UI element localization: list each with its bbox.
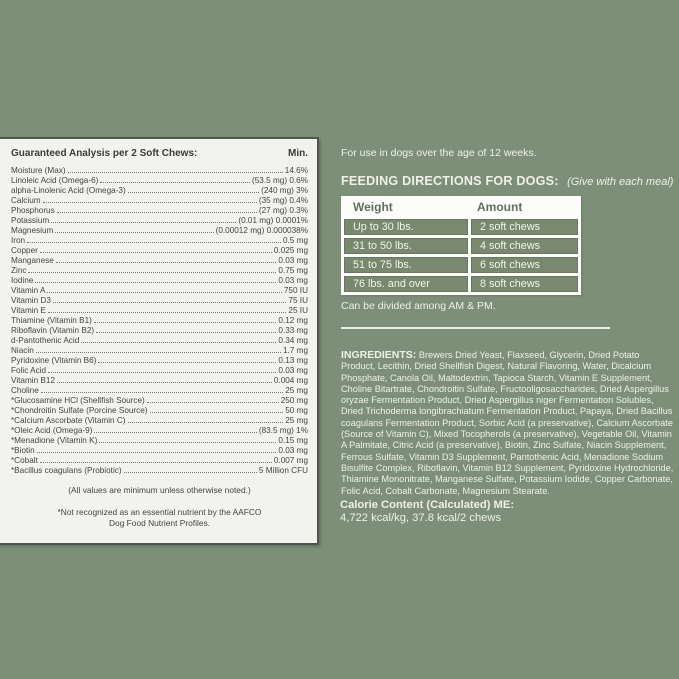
nutrient-label: Copper [11, 246, 38, 255]
analysis-row [11, 185, 308, 195]
feeding-directions-heading [341, 172, 673, 190]
dot-leader [36, 352, 281, 353]
calorie-value: 4,722 kcal/kg, 37.8 kcal/2 chews [340, 512, 502, 524]
feeding-row [344, 257, 578, 273]
analysis-row [11, 195, 308, 205]
feeding-directions-title: FEEDING DIRECTIONS FOR DOGS: [341, 174, 559, 188]
dot-leader [124, 472, 257, 473]
dot-leader [57, 212, 257, 213]
nutrient-value: 75 IU [288, 296, 308, 305]
aafco-note-line2: Dog Food Nutrient Profiles. [108, 518, 210, 528]
ingredients-label: INGREDIENTS: [341, 349, 417, 361]
nutrient-label: Pyridoxine (Vitamin B6) [11, 356, 97, 365]
nutrient-label: *Glucosamine HCl (Shellfish Source) [11, 396, 145, 405]
nutrient-label: Choline [11, 386, 39, 395]
nutrient-label: Riboflavin (Vitamin B2) [11, 326, 95, 335]
nutrient-label: *Calcium Ascorbate (Vitamin C) [11, 416, 126, 425]
analysis-row [11, 295, 308, 305]
analysis-row [11, 205, 308, 215]
weight-cell: 76 lbs. and over [344, 276, 468, 292]
analysis-row [11, 225, 308, 235]
nutrient-label: Thiamine (Vitamin B1) [11, 316, 92, 325]
nutrient-value: 0.33 mg [278, 326, 308, 335]
dot-leader [27, 242, 281, 243]
nutrient-label: Folic Acid [11, 366, 47, 375]
dot-leader [35, 282, 276, 283]
dot-leader [98, 362, 276, 363]
analysis-row [11, 305, 308, 315]
analysis-row [11, 235, 308, 245]
analysis-title: Guaranteed Analysis per 2 Soft Chews: [11, 148, 198, 159]
feeding-table-header [344, 198, 578, 216]
analysis-row [11, 435, 308, 445]
dot-leader [96, 332, 276, 333]
calorie-title: Calorie Content (Calculated) ME: [340, 499, 515, 511]
nutrient-label: *Cobalt [11, 456, 38, 465]
nutrient-value: (35 mg) 0.4% [258, 196, 308, 205]
analysis-row [11, 415, 308, 425]
calorie-content [340, 499, 514, 525]
aafco-note-line1: *Not recognized as an essential nutrient by the AAFCO [57, 507, 262, 517]
nutrient-label: Calcium [11, 196, 41, 205]
nutrient-label: Vitamin A [11, 286, 46, 295]
usage-note: For use in dogs over the age of 12 weeks. [341, 147, 537, 159]
nutrient-label: *Chondroitin Sulfate (Porcine Source) [11, 406, 148, 415]
dot-leader [128, 422, 284, 423]
nutrient-value: 0.12 mg [278, 316, 308, 325]
nutrient-label: d-Pantothenic Acid [11, 336, 80, 345]
nutrient-value: 25 mg [285, 416, 308, 425]
nutrient-value: 1.7 mg [282, 346, 308, 355]
nutrient-label: *Biotin [11, 446, 35, 455]
ingredients-paragraph [341, 350, 676, 497]
feeding-directions-subtitle: (Give with each meal) [567, 176, 674, 188]
feeding-row [344, 219, 578, 235]
dot-leader [28, 272, 276, 273]
analysis-row [11, 325, 308, 335]
analysis-row [11, 175, 308, 185]
amount-cell: 4 soft chews [471, 238, 578, 254]
dot-leader [41, 392, 283, 393]
nutrient-value: 0.025 mg [273, 246, 308, 255]
analysis-rows [11, 165, 308, 475]
dot-leader [57, 382, 272, 383]
analysis-row [11, 395, 308, 405]
analysis-row [11, 245, 308, 255]
nutrient-value: (0.01 mg) 0.0001% [238, 216, 308, 225]
analysis-header [11, 148, 308, 159]
analysis-row [11, 215, 308, 225]
analysis-row [11, 355, 308, 365]
dot-leader [94, 432, 256, 433]
analysis-row [11, 285, 308, 295]
nutrient-label: Vitamin D3 [11, 296, 51, 305]
minimum-values-note: (All values are minimum unless otherwise noted.) [68, 485, 251, 495]
feeding-table [341, 196, 581, 295]
nutrient-label: Niacin [11, 346, 34, 355]
nutrient-value: 0.03 mg [278, 256, 308, 265]
guaranteed-analysis-panel [0, 137, 319, 545]
dot-leader [48, 372, 276, 373]
nutrient-value: 0.03 mg [278, 366, 308, 375]
analysis-row [11, 405, 308, 415]
nutrient-value: 25 mg [285, 386, 308, 395]
nutrient-value: 0.03 mg [278, 446, 308, 455]
analysis-row [11, 385, 308, 395]
nutrient-value: 0.15 mg [278, 436, 308, 445]
dot-leader [55, 232, 213, 233]
dot-leader [47, 292, 281, 293]
analysis-row [11, 335, 308, 345]
ingredients-text: Brewers Dried Yeast, Flaxseed, Glycerin, Dried Potato Product, Lecithin, Dried Shellfish Digest, Natural Flavoring, Water, Dicalcium Phosphate, Canola Oil, Maltodextrin, Tapioca Starch, Vitamin E Supplement, Choline Bitartrate, Chondroitin Sulfate, Fructooligosaccharides, Dried Aspergillus oryzae Fermentation Product, Dried Aspergillus niger Fermentation Solubles, Dried Trichoderma longibrachiatum Fermentation Product, Papaya, Dried Bacillus coagulans Fermentation Product, Sorbic Acid (a preservative), Calcium Ascorbate (Source of Vitamin C), Mixed Tocopherols (a preservative), Vegetable Oil, Vitamin A Palmitate, Citric Acid (a preservative), Biotin, Zinc Sulfate, Niacin Supplement, Ferrous Sulfate, Vitamin D3 Supplement, Pantothenic Acid, Menadione Sodium Bisulfite Complex, Riboflavin, Vitamin B12 Supplement, Pyridoxine Hydrochloride, Thiamine Mononitrate, Manganese Sulfate, Potassium Iodide, Copper Carbonate, Folic Acid, Cobalt Carbonate, Magnesium Stearate. [341, 350, 674, 496]
dot-leader [40, 252, 272, 253]
nutrient-value: 0.03 mg [278, 276, 308, 285]
nutrient-value: (0.00012 mg) 0.000038% [215, 226, 308, 235]
nutrient-value: 5 Million CFU [258, 466, 308, 475]
nutrient-value: 0.5 mg [282, 236, 308, 245]
nutrient-value: 0.13 mg [278, 356, 308, 365]
nutrient-value: 0.007 mg [273, 456, 308, 465]
nutrient-value: 0.34 mg [278, 336, 308, 345]
analysis-row [11, 265, 308, 275]
dot-leader [56, 262, 277, 263]
nutrient-label: *Oleic Acid (Omega-9) [11, 426, 93, 435]
nutrient-value: 750 IU [283, 286, 308, 295]
analysis-row [11, 345, 308, 355]
analysis-row [11, 465, 308, 475]
dot-leader [68, 172, 283, 173]
analysis-row [11, 255, 308, 265]
nutrient-value: (240 mg) 3% [261, 186, 308, 195]
nutrient-label: Linoleic Acid (Omega-6) [11, 176, 99, 185]
analysis-row [11, 365, 308, 375]
nutrient-label: Iodine [11, 276, 34, 285]
nutrient-value: (27 mg) 0.3% [258, 206, 308, 215]
nutrient-label: Potassium [11, 216, 50, 225]
dot-leader [128, 192, 259, 193]
nutrient-label: Vitamin E [11, 306, 46, 315]
dot-leader [51, 222, 236, 223]
weight-cell: Up to 30 lbs. [344, 219, 468, 235]
weight-column-header: Weight [353, 200, 393, 214]
amount-cell: 8 soft chews [471, 276, 578, 292]
dot-leader [100, 182, 250, 183]
amount-cell: 6 soft chews [471, 257, 578, 273]
dot-leader [94, 322, 277, 323]
analysis-row [11, 425, 308, 435]
dot-leader [48, 312, 287, 313]
analysis-row [11, 445, 308, 455]
nutrient-label: Phosphorus [11, 206, 55, 215]
nutrient-label: Magnesium [11, 226, 54, 235]
nutrient-value: 14.6% [284, 166, 308, 175]
dot-leader [150, 412, 284, 413]
analysis-row [11, 165, 308, 175]
feeding-row [344, 276, 578, 292]
nutrient-label: *Menadione (Vitamin K) [11, 436, 98, 445]
nutrient-label: Moisture (Max) [11, 166, 66, 175]
min-column-label: Min. [288, 148, 308, 159]
dot-leader [147, 402, 279, 403]
dot-leader [43, 202, 257, 203]
analysis-row [11, 275, 308, 285]
weight-cell: 51 to 75 lbs. [344, 257, 468, 273]
nutrient-label: Zinc [11, 266, 27, 275]
analysis-row [11, 455, 308, 465]
nutrient-label: Iron [11, 236, 26, 245]
nutrient-value: (83.5 mg) 1% [258, 426, 308, 435]
analysis-row [11, 315, 308, 325]
feeding-footer-note: Can be divided among AM & PM. [341, 300, 496, 312]
nutrient-label: Manganese [11, 256, 54, 265]
aafco-note [11, 507, 308, 529]
nutrient-value: 0.75 mg [278, 266, 308, 275]
dot-leader [99, 442, 276, 443]
nutrient-value: 50 mg [285, 406, 308, 415]
section-divider [341, 327, 610, 329]
dot-leader [53, 302, 287, 303]
dot-leader [81, 342, 276, 343]
dot-leader [40, 462, 272, 463]
feeding-row [344, 238, 578, 254]
nutrient-value: 250 mg [280, 396, 308, 405]
amount-column-header: Amount [477, 200, 523, 214]
amount-cell: 2 soft chews [471, 219, 578, 235]
nutrient-label: alpha-Linolenic Acid (Omega-3) [11, 186, 126, 195]
nutrient-label: Vitamin B12 [11, 376, 55, 385]
dot-leader [37, 452, 277, 453]
nutrient-value: (53.5 mg) 0.6% [252, 176, 308, 185]
nutrient-label: *Bacillus coagulans (Probiotic) [11, 466, 122, 475]
nutrient-value: 0.004 mg [273, 376, 308, 385]
nutrient-value: 25 IU [288, 306, 308, 315]
weight-cell: 31 to 50 lbs. [344, 238, 468, 254]
analysis-row [11, 375, 308, 385]
feeding-table-body [344, 219, 578, 292]
